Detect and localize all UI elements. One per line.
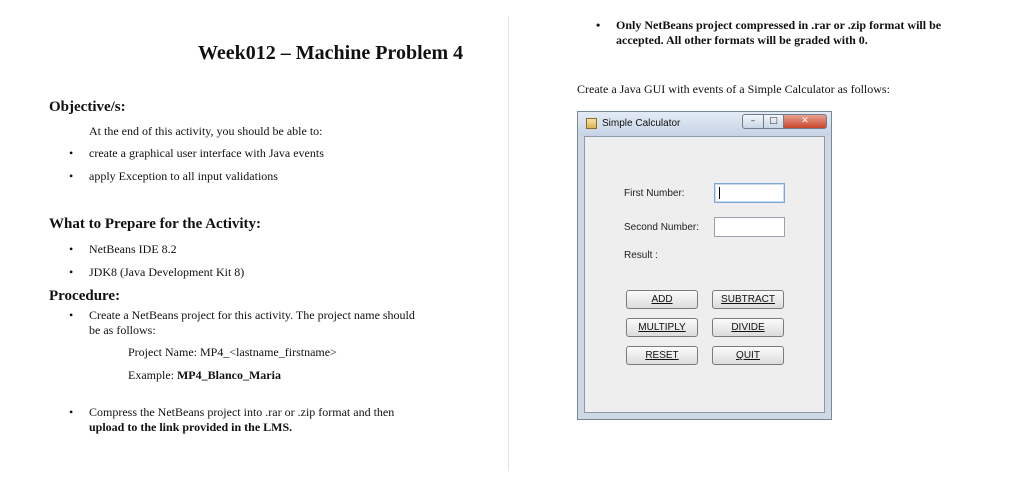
objective-item: • apply Exception to all input validations (89, 169, 278, 184)
reset-button[interactable]: RESET (626, 346, 698, 365)
java-app-icon (586, 118, 597, 129)
procedure-item2-line2: upload to the link provided in the LMS. (89, 420, 293, 434)
window-title: Simple Calculator (602, 118, 681, 129)
format-note-line2: accepted. All other formats will be graded with 0. (616, 33, 868, 47)
simple-calculator-window (577, 111, 832, 420)
divide-button[interactable]: DIVIDE (712, 318, 784, 337)
quit-button[interactable]: QUIT (712, 346, 784, 365)
example-line (128, 368, 281, 383)
project-name-text: Project Name: MP4_<lastname_firstname> (128, 345, 337, 359)
format-note-line1: Only NetBeans project compressed in .rar or .zip format will be (616, 18, 942, 32)
format-note (616, 18, 941, 48)
calculator-intro: Create a Java GUI with events of a Simple Calculator as follows: (577, 82, 890, 96)
maximize-icon[interactable]: □ (763, 114, 784, 129)
procedure-item1-line1: Create a NetBeans project for this activity. The project name should (89, 308, 415, 322)
second-number-label: Second Number: (624, 222, 700, 233)
result-label: Result : (624, 250, 658, 261)
example-value: MP4_Blanco_Maria (176, 368, 281, 382)
text-caret (719, 187, 720, 199)
first-number-label: First Number: (624, 188, 685, 199)
prepare-heading: What to Prepare for the Activity: (49, 216, 262, 232)
minimize-icon[interactable]: – (742, 114, 764, 129)
objective-item: • create a graphical user interface with Java events (89, 146, 324, 161)
second-number-input[interactable] (714, 217, 785, 237)
prepare-item: • NetBeans IDE 8.2 (89, 242, 177, 257)
example-label: Example: (128, 368, 177, 382)
prepare-item: • JDK8 (Java Development Kit 8) (89, 265, 244, 280)
objective-intro: At the end of this activity, you should be able to: (89, 124, 323, 138)
procedure-heading: Procedure: (49, 288, 121, 304)
window-content (584, 136, 825, 413)
procedure-item2-line1: Compress the NetBeans project into .rar or .zip format and then (89, 405, 395, 419)
document-title: Week012 – Machine Problem 4 (198, 42, 464, 64)
objective-heading: Objective/s: (49, 99, 126, 115)
procedure-item (89, 405, 394, 435)
page-divider (508, 16, 509, 471)
procedure-item (89, 308, 415, 338)
window-titlebar (578, 112, 831, 136)
multiply-button[interactable]: MULTIPLY (626, 318, 698, 337)
add-button[interactable]: ADD (626, 290, 698, 309)
first-number-input[interactable] (714, 183, 785, 203)
subtract-button[interactable]: SUBTRACT (712, 290, 784, 309)
procedure-item1-line2: be as follows: (89, 323, 156, 337)
close-icon[interactable]: ✕ (783, 114, 827, 129)
